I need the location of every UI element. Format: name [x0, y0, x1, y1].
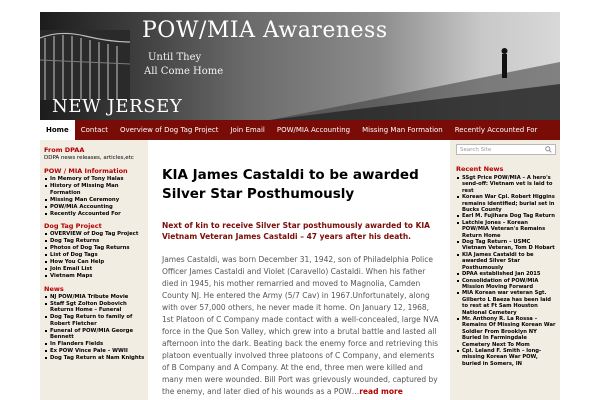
left-sidebar: [40, 140, 148, 400]
recent-news-link[interactable]: Cpl. Leland F. Smith – long-missing Korean War POW, buried in Somers, IN: [456, 348, 556, 367]
dog-tag-link[interactable]: List of Dog Tags: [44, 252, 146, 259]
news-link[interactable]: Funeral of POW/MIA George Bennett: [44, 328, 146, 341]
nav-item-overview-dog-tag[interactable]: Overview of Dog Tag Project: [119, 126, 219, 134]
site-title: POW/MIA Awareness: [142, 18, 388, 43]
news-link[interactable]: In Flanders Fields: [44, 341, 146, 348]
news-link[interactable]: Dog Tag Return at Nam Knights: [44, 355, 146, 362]
recent-news-link[interactable]: DPAA established Jan 2015: [456, 271, 556, 277]
dog-tag-link[interactable]: How You Can Help: [44, 259, 146, 266]
site-banner[interactable]: [40, 12, 560, 120]
site-tagline-line-2: All Come Home: [144, 66, 224, 77]
search-input[interactable]: Search Site: [460, 146, 492, 153]
dog-tag-link[interactable]: OVERVIEW of Dog Tag Project: [44, 231, 146, 238]
recent-news-link[interactable]: Mr. Anthony R. La Rossa – Remains Of Missing Korean War Soldier From Brooklyn NY Buried In Farmingdale Cemetery Next To Mom: [456, 316, 556, 348]
dog-tag-link[interactable]: Dog Tag Returns: [44, 238, 146, 245]
read-more-link[interactable]: read more: [359, 387, 403, 396]
nav-item-join-email[interactable]: Join Email: [230, 126, 265, 134]
news-heading[interactable]: News: [44, 284, 64, 293]
recent-news-link[interactable]: Latchie Jones – Korean POW/MIA Veteran's Remains Return Home: [456, 220, 556, 239]
news-link[interactable]: Dog Tag Return to family of Robert Fletcher: [44, 314, 146, 327]
main-nav: [40, 120, 560, 140]
from-dpaa-text: DDPA news releases, articles,etc: [44, 155, 134, 161]
dog-tag-link[interactable]: Photos of Dog Tag Returns: [44, 245, 146, 252]
search-box[interactable]: [456, 144, 556, 155]
news-link[interactable]: Ex POW Vince Pale – WWII: [44, 348, 146, 355]
nav-item-recently-accounted[interactable]: Recently Accounted For: [454, 126, 538, 134]
right-sidebar: [450, 140, 560, 400]
dog-tag-heading[interactable]: Dog Tag Project: [44, 222, 102, 230]
post-excerpt: [162, 254, 442, 398]
dog-tag-list: [44, 231, 146, 280]
page-wrapper: [40, 12, 560, 400]
news-list: [44, 294, 146, 362]
recent-news-link[interactable]: MIA Korean war veteran Sgt. Gilberto L Baeza has been laid to rest at Ft Sam Houston National Cemetery: [456, 290, 556, 316]
recent-news-link[interactable]: SSgt Price POW/MIA – A hero's send-off: Vietnam vet is laid to rest: [456, 175, 556, 194]
news-link[interactable]: Staff Sgt Zolton Dobovich Returns Home – Funeral: [44, 301, 146, 314]
pow-info-link[interactable]: History of Missing Man Formation: [44, 183, 146, 196]
recent-news-heading: Recent News: [456, 165, 504, 173]
pow-info-link[interactable]: In Memory of Tony Halas: [44, 176, 146, 183]
pow-info-link[interactable]: Recently Accounted For: [44, 211, 146, 218]
recent-news-link[interactable]: Earl M. Fujihara Dog Tag Return: [456, 213, 556, 219]
recent-news-link[interactable]: Korean War Cpl. Robert Higgins remains identified; burial set in Bucks County: [456, 194, 556, 213]
search-icon[interactable]: [545, 146, 552, 153]
main-content: [148, 140, 450, 400]
recent-news-list: [456, 175, 556, 367]
pow-info-heading[interactable]: POW / MIA Information: [44, 167, 128, 175]
post-title[interactable]: KIA James Castaldi to be awarded Silver Star Posthumously: [162, 167, 419, 202]
pow-info-link[interactable]: POW/MIA Accounting: [44, 204, 146, 211]
recent-news-link[interactable]: Dog Tag Return – USMC Vietnam Veteran, Tom D Hobart: [456, 239, 556, 252]
dog-tag-link[interactable]: Join Email List: [44, 266, 146, 273]
nav-item-home[interactable]: Home: [40, 120, 75, 140]
memorial-wall-graphic: [270, 32, 560, 120]
recent-news-link[interactable]: Consolidation of POW/MIA Mission Moving Forward: [456, 278, 556, 291]
post-lead: Next of kin to receive Silver Star posthumously awarded to KIA Vietnam Veteran James Castaldi – 47 years after his death.: [162, 221, 430, 241]
nav-item-missing-man-formation[interactable]: Missing Man Formation: [362, 126, 443, 134]
dog-tag-link[interactable]: Vietnam Maps: [44, 273, 146, 280]
recent-news-link[interactable]: KIA James Castaldi to be awarded Silver Star Posthumously: [456, 252, 556, 271]
nav-item-pow-mia-accounting[interactable]: POW/MIA Accounting: [276, 126, 351, 134]
site-tagline-line-1: Until They: [148, 52, 202, 63]
site-state-name: NEW JERSEY: [52, 96, 183, 117]
prison-fence-graphic: [40, 30, 130, 100]
nav-item-contact[interactable]: Contact: [80, 126, 108, 134]
pow-info-list: [44, 176, 146, 217]
news-link[interactable]: NJ POW/MIA Tribute Movie: [44, 294, 146, 301]
post-excerpt-text: James Castaldi, was born December 31, 1942, son of Philadelphia Police Officer James Castaldi and Violet (Caravello) Castaldi. When his father died in 1945, his mother remarried and moved to Magnolia, Camden County NJ. He entered the Army (5/7 Cav) in 1967.Unfortunately, along with over 57,000 others, he never made it home. On January 12, 1968, 1st Platoon of C Company made contact with a well-concealed, large NVA force in the Que Son Valley, which grew into a brutal battle and lasted all afternoon into the dark. Beating back the enemy force and retrieving this platoon eventually involved three platoons of C Company, and elements of B Company and A Company. At the end, three men were killed and many men were wounded. Bill Port was grievously wounded, captured by the enemy, and later died of his wounds as a POW…: [162, 255, 439, 396]
from-dpaa-heading[interactable]: From DPAA: [44, 146, 85, 154]
pow-info-link[interactable]: Missing Man Ceremony: [44, 197, 146, 204]
